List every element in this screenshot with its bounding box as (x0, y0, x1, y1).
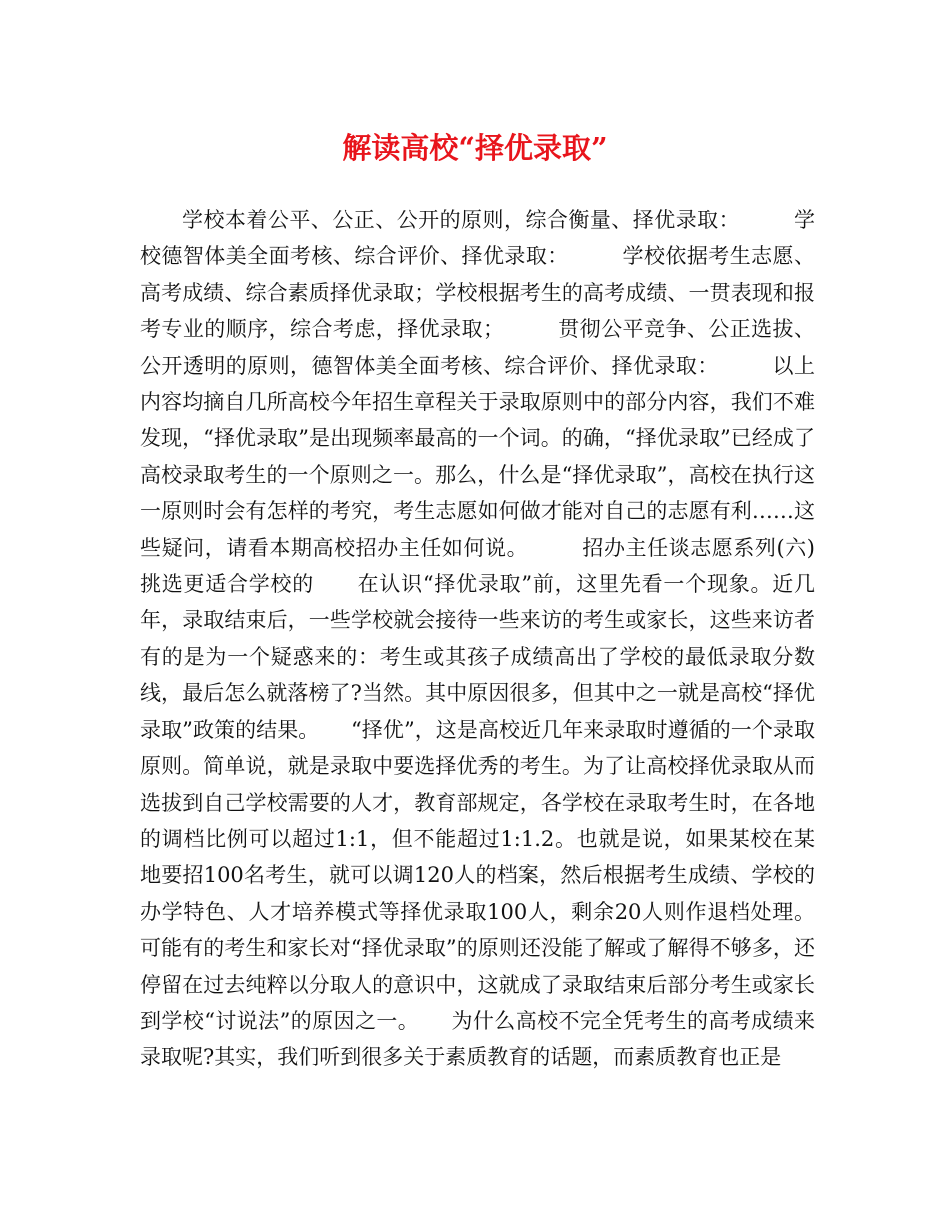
body-paragraph: 学校本着公平、公正、公开的原则，综合衡量、择优录取： 学校德智体美全面考核、综合评价、择优录取： 学校依据考生志愿、高考成绩、综合素质择优录取；学校根据考生的高考成绩、一贯表现和报考专业的顺序，综合考虑，择优录取； 贯彻公平竞争、公正选拔、公开透明的原则，德智体美全面考核、综合评价、择优录取： 以上内容均摘自几所高校今年招生章程关于录取原则中的部分内容，我们不难发现，“择优录取”是出现频率最高的一个词。的确，“择优录取”已经成了高校录取考生的一个原则之一。那么，什么是“择优录取”，高校在执行这一原则时会有怎样的考究，考生志愿如何做才能对自己的志愿有利……这些疑问，请看本期高校招办主任如何说。 招办主任谈志愿系列(六) 挑选更适合学校的 在认识“择优录取”前，这里先看一个现象。近几年，录取结束后，一些学校就会接待一些来访的考生或家长，这些来访者有的是为一个疑惑来的：考生或其孩子成绩高出了学校的最低录取分数线，最后怎么就落榜了?当然。其中原因很多，但其中之一就是高校“择优录取”政策的结果。 “择优”，这是高校近几年来录取时遵循的一个录取原则。简单说，就是录取中要选择优秀的考生。为了让高校择优录取从而选拔到自己学校需要的人才，教育部规定，各学校在录取考生时，在各地的调档比例可以超过1:1，但不能超过1:1.2。也就是说，如果某校在某地要招100名考生，就可以调120人的档案，然后根据考生成绩、学校的办学特色、人才培养模式等择优录取100人，剩余20人则作退档处理。可能有的考生和家长对“择优录取”的原则还没能了解或了解得不够多，还停留在过去纯粹以分取人的意识中，这就成了录取结束后部分考生或家长到学校“讨说法”的原因之一。 为什么高校不完全凭考生的高考成绩来录取呢?其实，我们听到很多关于素质教育的话题，而素质教育也正是 (140, 208, 899, 1070)
document-title: 解读高校“择优录取” (342, 131, 608, 165)
